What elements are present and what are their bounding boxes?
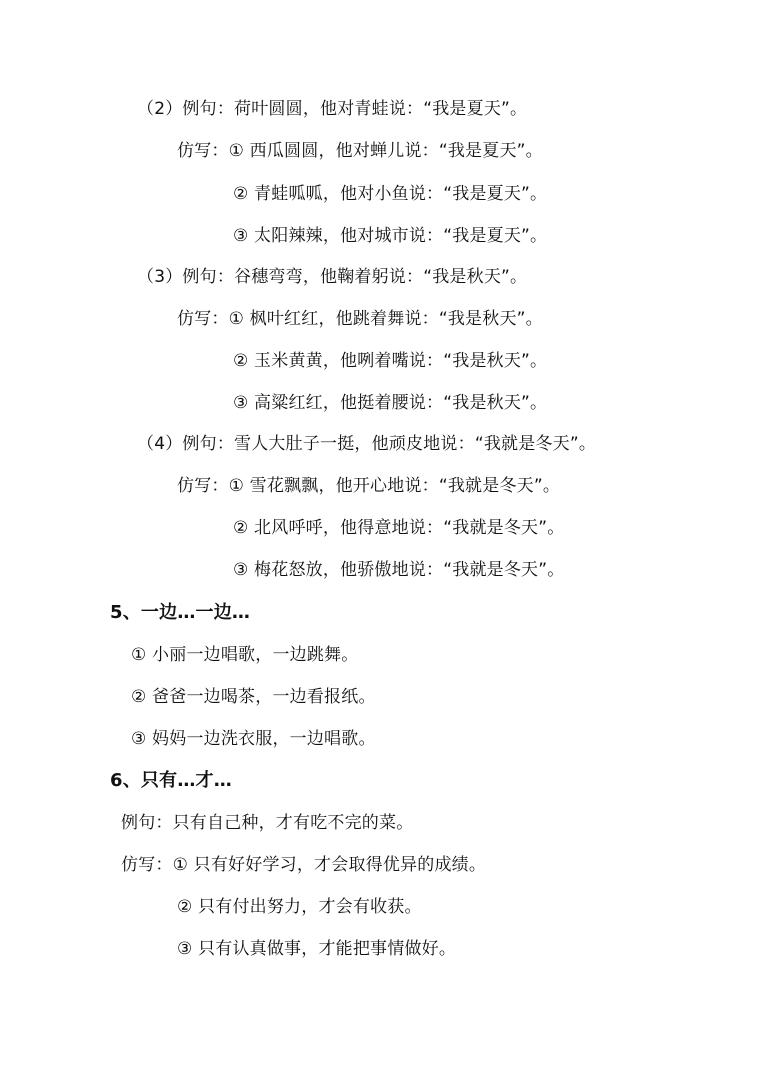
example-sentence-4: （4）例句：雪人大肚子一挺，他顽皮地说：“我就是冬天”。 [137, 434, 597, 454]
section-6-imitation-3: ③ 只有认真做事，才能把事情做好。 [177, 939, 457, 959]
section-6-imitation-2: ② 只有付出努力，才会有收获。 [177, 897, 422, 917]
section-5-item-1: ① 小丽一边唱歌，一边跳舞。 [131, 645, 359, 665]
example-sentence-2: （2）例句：荷叶圆圆，他对青蛙说：“我是夏天”。 [137, 99, 528, 119]
imitation-2-2: ② 青蛙呱呱，他对小鱼说：“我是夏天”。 [233, 184, 548, 204]
section-6-imitation-1: 仿写：① 只有好好学习，才会取得优异的成绩。 [121, 855, 487, 875]
section-6-example: 例句：只有自己种，才有吃不完的菜。 [121, 813, 414, 833]
imitation-3-3: ③ 高粱红红，他挺着腰说：“我是秋天”。 [233, 393, 548, 413]
imitation-2-1: 仿写：① 西瓜圆圆，他对蝉儿说：“我是夏天”。 [177, 141, 543, 161]
imitation-4-1: 仿写：① 雪花飘飘，他开心地说：“我就是冬天”。 [177, 476, 561, 496]
imitation-4-3: ③ 梅花怒放，他骄傲地说：“我就是冬天”。 [233, 560, 565, 580]
imitation-3-2: ② 玉米黄黄，他咧着嘴说：“我是秋天”。 [233, 351, 548, 371]
section-5-heading: 5、一边…一边… [110, 602, 251, 623]
imitation-4-2: ② 北风呼呼，他得意地说：“我就是冬天”。 [233, 518, 565, 538]
section-5-item-2: ② 爸爸一边喝茶，一边看报纸。 [131, 687, 376, 707]
section-5-item-3: ③ 妈妈一边洗衣服，一边唱歌。 [131, 729, 376, 749]
section-6-heading: 6、只有…才… [110, 770, 232, 791]
example-sentence-3: （3）例句：谷穗弯弯，他鞠着躬说：“我是秋天”。 [137, 267, 528, 287]
imitation-2-3: ③ 太阳辣辣，他对城市说：“我是夏天”。 [233, 226, 548, 246]
imitation-3-1: 仿写：① 枫叶红红，他跳着舞说：“我是秋天”。 [177, 309, 543, 329]
